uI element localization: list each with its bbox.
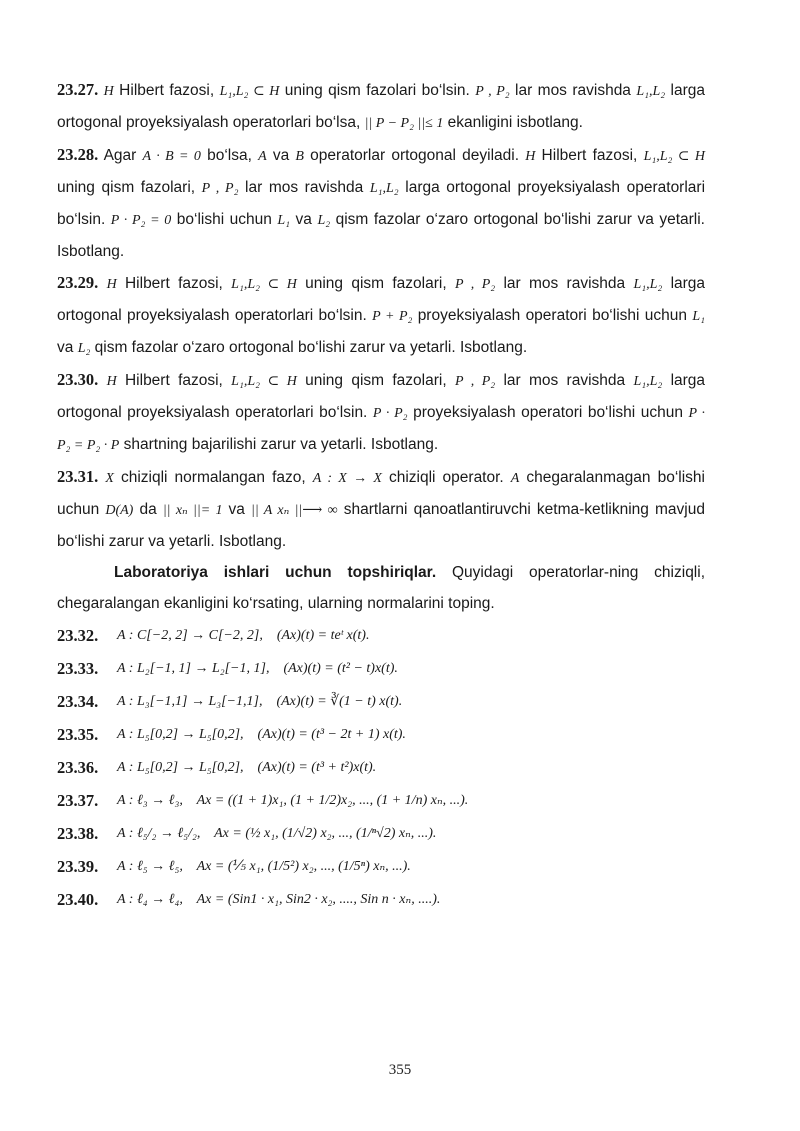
text-segment: lar mos ravishda xyxy=(495,372,626,389)
math-expression: B xyxy=(295,149,304,164)
exercise-number: 23.40. xyxy=(57,890,99,909)
text-segment: uning qism fazolari, xyxy=(296,372,455,389)
problem-23-27 xyxy=(57,74,705,139)
math-expression: L₁,L₂ xyxy=(633,277,663,292)
math-expression: L₂ xyxy=(317,213,331,228)
exercise-formula: A : L₅[0,2] → L₅[0,2], (Ax)(t) = (t³ + t²)x(t). xyxy=(117,760,377,775)
page-number: 355 xyxy=(388,1062,412,1078)
exercise-row xyxy=(57,718,705,751)
math-expression: || A xₙ ||⟶ ∞ xyxy=(251,503,338,518)
text-segment: chiziqli operator. xyxy=(381,469,511,486)
text-segment: operatorlar ortogonal deyiladi. xyxy=(303,147,526,164)
exercise-row xyxy=(57,850,705,883)
math-expression: P · P₂ = P₂ · P xyxy=(57,406,705,453)
exercise-formula: A : ℓ₅ → ℓ₅, Ax = (⅕ x₁, (1/5²) x₂, ..., (1/5ⁿ) xₙ, ...). xyxy=(117,859,411,874)
text-segment: uning qism fazolari, xyxy=(57,179,202,196)
text-segment: uning qism fazolari, xyxy=(296,275,455,292)
text-segment: ekanligini isbotlang. xyxy=(447,114,583,131)
text-segment: va xyxy=(57,339,78,356)
text-segment: qism fazolar xyxy=(330,211,421,228)
exercise-formula: A : ℓ₃ → ℓ₃, Ax = ((1 + 1)x₁, (1 + 1/2)x₂, ..., (1 + 1/n) xₙ, ...). xyxy=(117,793,469,808)
math-expression: L₁ xyxy=(692,309,706,324)
problem-list xyxy=(57,74,705,557)
exercise-number: 23.38. xyxy=(57,824,99,843)
text-segment: bo‘lishi uchun xyxy=(57,469,705,518)
text-segment: proyeksiyalash operatorlari bo‘lsin. xyxy=(57,179,706,228)
math-expression: L₂ xyxy=(77,341,91,356)
text-segment: o‘zaro ortogonal bo‘lishi zarur va yetarli. Isbotlang. xyxy=(57,211,705,260)
math-expression: H xyxy=(106,277,117,292)
math-expression: A xyxy=(510,471,520,486)
exercise-formula: A : ℓ₅/₂ → ℓ₅/₂, Ax = (½ x₁, (1/√2) x₂, ..., (1/ⁿ√2) xₙ, ...). xyxy=(117,826,437,841)
math-expression: H xyxy=(106,374,117,389)
text-segment: operatori bo‘lishi uchun xyxy=(521,404,689,421)
text-segment: ketma-ketlikning mavjud bo‘lishi zarur va yetarli. Isbotlang. xyxy=(57,501,705,550)
text-segment: proyeksiyalash xyxy=(407,404,516,421)
math-expression: || xₙ ||= 1 xyxy=(162,503,223,518)
exercise-list xyxy=(57,619,705,916)
exercise-number: 23.39. xyxy=(57,857,99,876)
math-expression: P , P₂ xyxy=(201,181,239,196)
text-segment: Agar xyxy=(103,147,143,164)
problem-23-31 xyxy=(57,461,705,557)
math-expression: X xyxy=(105,471,114,486)
exercise-number: 23.32. xyxy=(57,626,99,645)
text-segment: larga ortogonal proyeksiyalash operatorlari bo‘lsa, xyxy=(57,82,706,131)
math-expression: L₁,L₂ xyxy=(633,374,663,389)
math-expression: P · P₂ xyxy=(372,406,408,421)
problem-number: 23.30. xyxy=(57,370,99,389)
problem-23-28 xyxy=(57,139,705,267)
problem-number: 23.27. xyxy=(57,80,99,99)
math-expression: L₁,L₂ ⊂ H xyxy=(231,277,297,292)
page-content xyxy=(57,74,705,916)
exercise-formula: A : C[−2, 2] → C[−2, 2], (Ax)(t) = teᵗ x(t). xyxy=(117,628,370,643)
math-expression: P , P₂ xyxy=(454,374,496,389)
math-expression: P , P₂ xyxy=(475,84,510,99)
text-segment: Hilbert xyxy=(535,147,587,164)
text-segment: va xyxy=(290,211,318,228)
exercise-row xyxy=(57,619,705,652)
text-segment: bo‘lishi uchun xyxy=(171,211,278,228)
math-expression: L₁,L₂ ⊂ H xyxy=(643,149,705,164)
text-segment: da xyxy=(133,501,163,518)
exercise-row xyxy=(57,817,705,850)
text-segment: larga ortogonal proyeksiyalash operatorlari bo‘lsin. xyxy=(57,372,706,421)
math-expression: L₁,L₂ xyxy=(369,181,399,196)
exercise-row xyxy=(57,685,705,718)
text-segment: larga ortogonal xyxy=(398,179,511,196)
math-expression: L₁,L₂ xyxy=(636,84,666,99)
text-segment: chegaralanmagan xyxy=(519,469,651,486)
math-expression: L₁,L₂ ⊂ H xyxy=(219,84,280,99)
exercise-row xyxy=(57,883,705,916)
exercise-number: 23.36. xyxy=(57,758,99,777)
problem-23-29 xyxy=(57,267,705,364)
text-segment: va xyxy=(222,501,252,518)
exercise-number: 23.35. xyxy=(57,725,99,744)
math-expression: D(A) xyxy=(105,503,134,518)
math-expression: L₁ xyxy=(277,213,291,228)
text-segment: operatori bo‘lishi uchun xyxy=(525,307,693,324)
exercise-row xyxy=(57,652,705,685)
math-expression: P · P₂ = 0 xyxy=(110,213,172,228)
text-segment: chiziqli normalangan fazo, xyxy=(113,469,313,486)
text-segment: va xyxy=(266,147,296,164)
exercise-formula: A : L₃[−1,1] → L₃[−1,1], (Ax)(t) = ∛(1 − t) x(t). xyxy=(117,694,403,709)
math-expression: H xyxy=(103,84,114,99)
math-expression: P , P₂ xyxy=(454,277,496,292)
problem-23-30 xyxy=(57,364,705,461)
text-segment: lar mos ravishda xyxy=(495,275,626,292)
text-segment: yetarli. Isbotlang. xyxy=(409,339,528,356)
math-expression: || P − P₂ ||≤ 1 xyxy=(364,116,444,131)
exercise-row xyxy=(57,784,705,817)
text-segment: ravishda xyxy=(572,82,637,99)
math-expression: H xyxy=(525,149,536,164)
text-segment: bo‘lsa, xyxy=(200,147,259,164)
text-segment: uning qism fazolari bo‘lsin. xyxy=(279,82,476,99)
math-expression: A · B = 0 xyxy=(142,149,201,164)
text-segment: Hilbert fazosi, xyxy=(116,372,232,389)
exercise-formula: A : ℓ₄ → ℓ₄, Ax = (Sin1 · x₁, Sin2 · x₂, ...., Sin n · xₙ, ....). xyxy=(117,892,441,907)
problem-number: 23.28. xyxy=(57,145,99,164)
lab-text: Quyidagi operatorlar-ning chiziqli, chegaralangan ekanligini ko‘rsating, ularning normalarini toping. xyxy=(57,564,706,612)
math-expression: P + P₂ xyxy=(372,309,413,324)
lab-section xyxy=(57,557,705,619)
exercise-formula: A : L₅[0,2] → L₅[0,2], (Ax)(t) = (t³ − 2t + 1) x(t). xyxy=(117,727,406,742)
exercise-number: 23.34. xyxy=(57,692,99,711)
text-segment: Hilbert fazosi, xyxy=(113,82,220,99)
math-expression: A : X → X xyxy=(312,471,382,486)
text-segment: proyeksiyalash xyxy=(412,307,521,324)
problem-number: 23.29. xyxy=(57,273,99,292)
math-expression: L₁,L₂ ⊂ H xyxy=(231,374,297,389)
text-segment: shartning bajarilishi zarur va yetarli. xyxy=(119,436,367,453)
text-segment: larga ortogonal proyeksiyalash operatorlari bo‘lsin. xyxy=(57,275,706,324)
text-segment: fazosi, xyxy=(592,147,644,164)
text-segment: Isbotlang. xyxy=(370,436,439,453)
text-segment: shartlarni qanoatlantiruvchi xyxy=(337,501,531,518)
exercise-number: 23.37. xyxy=(57,791,99,810)
text-segment: lar mos ravishda xyxy=(238,179,370,196)
problem-number: 23.31. xyxy=(57,467,99,486)
text-segment: lar mos xyxy=(509,82,567,99)
text-segment: Hilbert fazosi, xyxy=(116,275,232,292)
exercise-row xyxy=(57,751,705,784)
lab-heading: Laboratoriya ishlari uchun topshiriqlar. xyxy=(114,564,437,581)
math-expression: A xyxy=(258,149,267,164)
exercise-number: 23.33. xyxy=(57,659,99,678)
exercise-formula: A : L₂[−1, 1] → L₂[−1, 1], (Ax)(t) = (t² − t)x(t). xyxy=(117,661,398,676)
text-segment: qism fazolar o‘zaro ortogonal bo‘lishi zarur va xyxy=(90,339,406,356)
